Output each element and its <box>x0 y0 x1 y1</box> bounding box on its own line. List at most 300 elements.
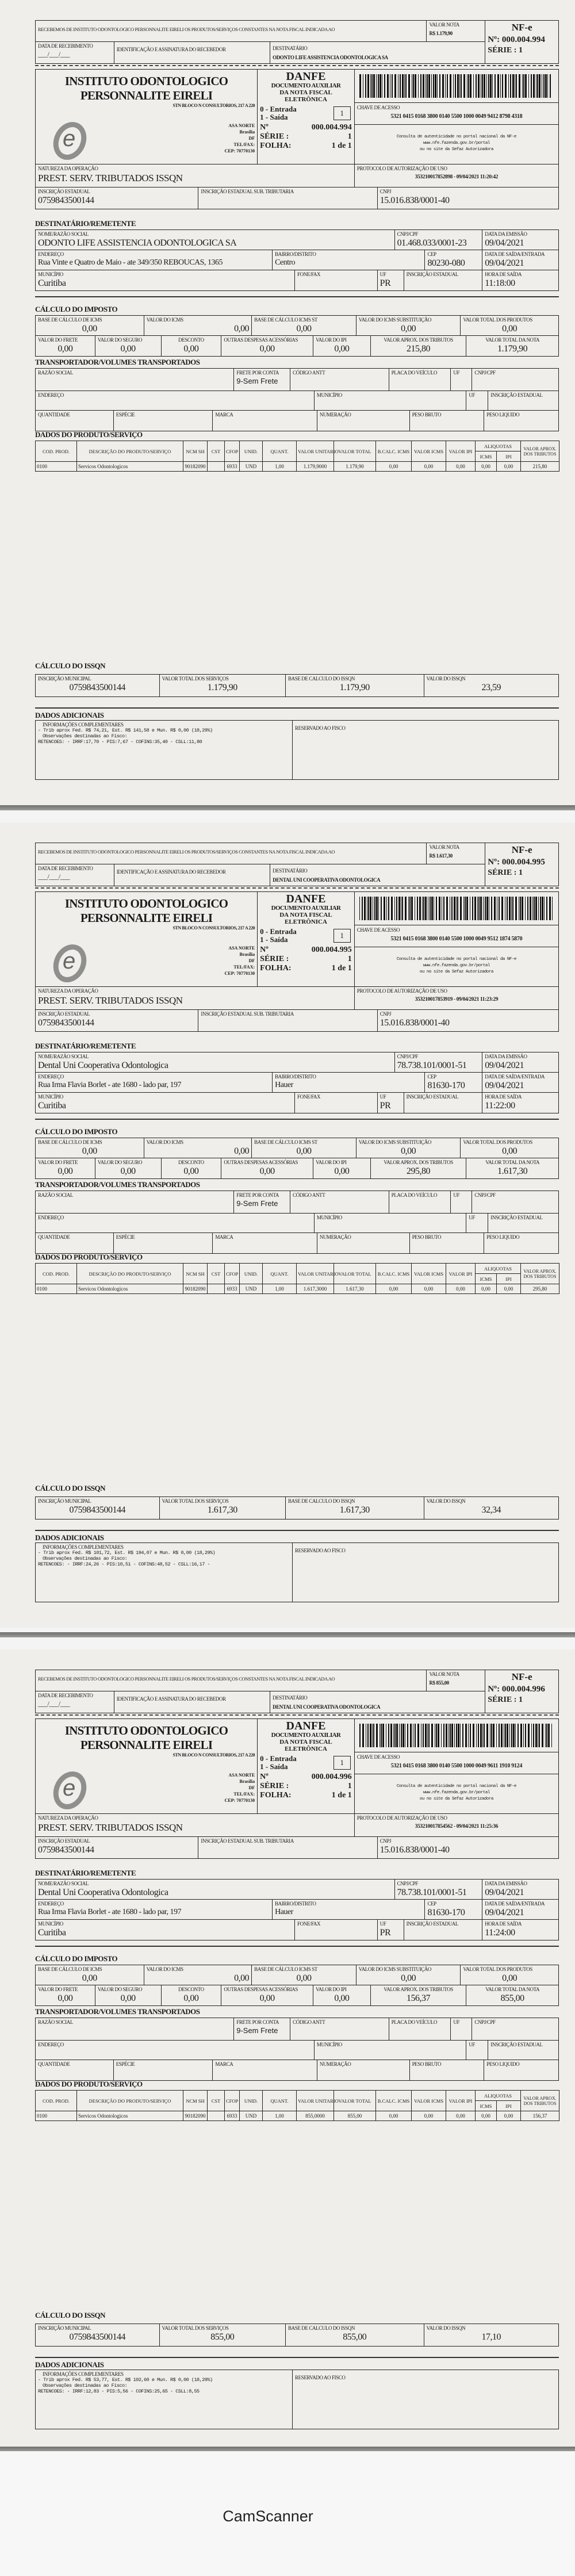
barcode-bar <box>396 1724 398 1747</box>
barcode-bar <box>445 74 446 98</box>
cell-valor-aprox: 215,80 <box>521 462 559 472</box>
info-line-2: Observações destinadas ao Fisco: <box>43 1556 128 1561</box>
numeracao-label: NUMERAÇÃO <box>319 412 351 418</box>
receipt-statement: RECEBEMOS DE INSTITUTO ODONTOLOGICO PERSONNALITE EIRELI OS PRODUTOS/SERVIÇOS CONSTANTES NA NOTA FISCAL INDICADA AO <box>38 849 335 855</box>
barcode-bar <box>441 1724 442 1747</box>
barcode-bar <box>516 74 517 98</box>
col-cfop: CFOP <box>225 1264 240 1284</box>
cnpj-value: 15.016.838/0001-40 <box>379 196 450 205</box>
barcode-bar <box>549 897 551 920</box>
endereco-label: ENDEREÇO <box>38 1901 64 1907</box>
ipi-label: VALOR DO IPI <box>315 1986 347 1992</box>
col-quant: QUANT. <box>263 441 297 462</box>
placa-label: PLACA DO VEÍCULO <box>391 2019 438 2025</box>
data-saida: 09/04/2021 <box>485 1081 524 1090</box>
col-descricao: DESCRIÇÃO DO PRODUTO/SERVIÇO <box>77 441 183 462</box>
invoice-page-1 <box>0 0 575 805</box>
dest-endereco: Rua Irma Flavia Borlet - ate 1680 - lado par, 197 <box>38 1908 182 1916</box>
bciss-value: 1.179,90 <box>339 683 370 692</box>
cell-valor-unitario: 1.179,9000 <box>297 462 334 472</box>
barcode-bar <box>446 1724 447 1747</box>
info-label: INFORMAÇÕES COMPLEMENTARES <box>43 722 124 728</box>
emitente-cep: CEP: 70770130 <box>224 971 255 976</box>
desconto-value: 0,00 <box>183 344 199 354</box>
total-nota-label: VALOR TOTAL DA NOTA <box>485 337 540 343</box>
valor-nota-value: R$ 1.179,90 <box>429 30 453 36</box>
divider <box>35 707 559 709</box>
stub-serie: 1 <box>518 868 523 877</box>
barcode-bar <box>460 1724 461 1747</box>
danfe-subtitle-2: DA NOTA FISCAL <box>279 89 332 96</box>
bciss-label: BASE DE CALCULO DO ISSQN <box>288 676 355 682</box>
v-icms-value: 0,00 <box>234 324 250 334</box>
im-value: 0759843500144 <box>69 683 126 692</box>
transportador-section-title: TRANSPORTADOR/VOLUMES TRANSPORTADOS <box>35 2007 200 2016</box>
data-recebimento-field[interactable]: ___/___/___ <box>38 872 70 881</box>
especie-label: ESPÉCIE <box>116 2061 135 2067</box>
uf-label: UF <box>379 271 386 277</box>
barcode-bar <box>542 1724 543 1747</box>
cnpjcpf-label: CNPJ/CPF <box>397 1054 418 1059</box>
divider <box>35 296 559 297</box>
danfe-folha: 1 de 1 <box>331 141 352 150</box>
transp-municipio-label: MUNICÍPIO <box>316 392 342 398</box>
emitente-endereco: STN BLOCO N CONSULTORIOS, 217 A 220 <box>172 103 255 108</box>
cnpjcpf-label: CNPJ/CPF <box>397 1881 418 1886</box>
ie-sub-label: INSCRIÇÃO ESTADUAL SUB. TRIBUTARIA <box>201 1011 294 1017</box>
emitente-cidade: Brasilia <box>239 1779 255 1784</box>
hora-label: HORA DE SAÍDA <box>485 271 522 277</box>
cell-valor-unitario: 1.617,3000 <box>297 1284 334 1294</box>
barcode-bar <box>362 897 363 920</box>
barcode-bar <box>456 897 457 920</box>
barcode-bar <box>409 897 411 920</box>
transp-ie-label: INSCRIÇÃO ESTADUAL <box>490 2042 543 2047</box>
adicionais-section-title: DADOS ADICIONAIS <box>35 1533 104 1542</box>
reservado-label: RESERVADO AO FISCO <box>295 2375 346 2380</box>
dest-bairro: Centro <box>275 258 296 267</box>
danfe-header <box>35 69 559 209</box>
emitente-endereco: STN BLOCO N CONSULTORIOS, 217 A 220 <box>172 1752 255 1758</box>
danfe-folha-label: FOLHA: <box>260 964 292 973</box>
transp-endereco-label: ENDEREÇO <box>38 2042 64 2047</box>
data-recebimento-field[interactable]: ___/___/___ <box>38 1700 70 1708</box>
barcode-bar <box>417 1724 419 1747</box>
transportador-section-title: TRANSPORTADOR/VOLUMES TRANSPORTADOS <box>35 1180 200 1189</box>
dest-uf: PR <box>379 1928 391 1938</box>
barcode-bar <box>368 897 369 920</box>
barcode-bar <box>446 897 448 920</box>
outras-label: OUTRAS DESPESAS ACESSÓRIAS <box>224 1159 298 1165</box>
danfe-subtitle-2: DA NOTA FISCAL <box>279 912 332 918</box>
stub-serie: 1 <box>518 1695 523 1704</box>
col-aliq-ipi: IPI <box>497 1274 521 1284</box>
danfe-title: DANFE <box>286 70 326 83</box>
viss-value: 23,59 <box>481 683 501 692</box>
frete-conta-value: 9-Sem Frete <box>236 377 278 385</box>
emitente-tel: TEL/FAX: <box>233 1792 255 1797</box>
numeracao-label: NUMERAÇÃO <box>319 2061 351 2067</box>
cell-descricao: Servicos Odontologicos <box>77 462 183 472</box>
receipt-stub <box>35 20 559 64</box>
dest-cep: 80230-080 <box>427 258 465 268</box>
cell-valor-total: 855,00 <box>334 2111 376 2121</box>
destinatario-value: DENTAL UNI COOPERATIVA ODONTOLOGICA <box>273 877 381 883</box>
barcode-bar <box>531 1724 532 1747</box>
barcode-bar <box>451 897 453 920</box>
destinatario-section-title: DESTINATÁRIO/REMETENTE <box>35 1042 136 1050</box>
consulta-url[interactable]: www.nfe.fazenda.gov.br/portal <box>423 1790 490 1795</box>
emitente-tel: TEL/FAX: <box>233 142 255 147</box>
frete-conta-label: FRETE POR CONTA <box>236 1192 279 1198</box>
barcode-bar <box>398 897 400 920</box>
cell-aliq-ipi: 0,00 <box>497 2111 521 2121</box>
ipi-value: 0,00 <box>334 1993 350 2003</box>
reservado-label: RESERVADO AO FISCO <box>295 725 346 731</box>
v-icms-value: 0,00 <box>234 1973 250 1983</box>
uf-label: UF <box>379 1094 386 1100</box>
dest-municipio: Curitiba <box>38 278 66 288</box>
barcode-bar <box>359 74 361 98</box>
barcode-bar <box>431 74 432 98</box>
barcode-bar <box>499 897 500 920</box>
cell-cfop: 6933 <box>225 1284 240 1294</box>
v-icms-value: 0,00 <box>234 1146 250 1156</box>
barcode-bar <box>525 74 527 98</box>
v-st-value: 0,00 <box>401 1973 416 1983</box>
emitente-tel: TEL/FAX: <box>233 964 255 970</box>
barcode-bar <box>402 1724 404 1747</box>
viss-label: VALOR DO ISSQN <box>426 2325 466 2331</box>
barcode-bar <box>528 74 529 98</box>
data-saida: 09/04/2021 <box>485 258 524 268</box>
serie-label: SÉRIE : <box>488 46 517 55</box>
danfe-subtitle-1: DOCUMENTO AUXILIAR <box>271 1732 341 1739</box>
consulta-line-1: Consulta de autenticidade no portal nacional da NF-e <box>396 135 516 139</box>
cep-label: CEP <box>427 251 436 257</box>
viss-label: VALOR DO ISSQN <box>426 1498 466 1504</box>
barcode-bar <box>433 74 434 98</box>
barcode-bar <box>402 74 404 98</box>
quantidade-label: QUANTIDADE <box>38 412 70 418</box>
barcode-bar <box>411 897 413 920</box>
desconto-value: 0,00 <box>183 1993 199 2003</box>
barcode-bar <box>381 897 382 920</box>
barcode-bar <box>408 74 410 98</box>
barcode-bar <box>402 897 403 920</box>
calculo-imposto-section <box>35 1965 559 2006</box>
nome-label: NOME/RAZÃO SOCIAL <box>38 1881 89 1886</box>
barcode-bar <box>379 74 381 98</box>
v-st-label: VALOR DO ICMS SUBSTITUIÇÃO <box>358 1139 431 1145</box>
bciss-value: 855,00 <box>343 2332 367 2342</box>
desconto-label: DESCONTO <box>178 1159 204 1165</box>
emitente-name-1: INSTITUTO ODONTOLOGICO <box>64 897 228 910</box>
barcode-bar <box>492 74 493 98</box>
cnpjcpf-label: CNPJ/CPF <box>397 231 418 237</box>
danfe-serie: 1 <box>347 1782 352 1790</box>
col-aliq-icms: ICMS <box>476 1274 497 1284</box>
tributos-value: 156,37 <box>407 1993 431 2003</box>
desconto-label: DESCONTO <box>178 1986 204 1992</box>
receipt-statement: RECEBEMOS DE INSTITUTO ODONTOLOGICO PERSONNALITE EIRELI OS PRODUTOS/SERVIÇOS CONSTANTES NA NOTA FISCAL INDICADA AO <box>38 26 335 32</box>
info-label: INFORMAÇÕES COMPLEMENTARES <box>43 1544 124 1550</box>
cell-valor-ipi: 0,00 <box>446 1284 476 1294</box>
municipio-label: MUNICÍPIO <box>38 271 63 277</box>
consulta-line-3: ou no site da Sefaz Autorizadora <box>419 1797 493 1801</box>
barcode-bar <box>394 1724 396 1747</box>
barcode-bar <box>545 1724 546 1747</box>
frete-value: 0,00 <box>57 1166 73 1176</box>
produto-section-title: DADOS DO PRODUTO/SERVIÇO <box>35 2080 143 2088</box>
col-aliq-ipi: IPI <box>497 451 521 462</box>
cell-bcalc: 0,00 <box>376 2111 412 2121</box>
stub-numero: 000.004.995 <box>501 858 545 867</box>
numeracao-label: NUMERAÇÃO <box>319 1234 351 1240</box>
dest-cnpj: 01.468.033/0001-23 <box>397 238 467 248</box>
barcode-bar <box>370 1724 371 1747</box>
barcode-bar <box>388 1724 389 1747</box>
emitente-endereco: STN BLOCO N CONSULTORIOS, 217 A 220 <box>172 925 255 931</box>
nome-label: NOME/RAZÃO SOCIAL <box>38 1054 89 1059</box>
cell-cfop: 6933 <box>225 2111 240 2121</box>
total-nota-label: VALOR TOTAL DA NOTA <box>485 1159 540 1165</box>
barcode-bar <box>482 74 483 98</box>
barcode-bar <box>376 1724 378 1747</box>
transportador-section <box>35 368 559 431</box>
destinatario-section <box>35 1052 559 1113</box>
stub-numero: 000.004.994 <box>501 35 545 44</box>
dest-endereco: Rua Irma Flavia Borlet - ate 1680 - lado par, 197 <box>38 1081 182 1089</box>
info-line-1: - Trib aprox Fed. R$ 101,72, Est. R$ 194,07 e Mun. R$ 0,00 (18,29%) <box>38 1550 216 1556</box>
identificacao-label: IDENTIFICAÇÃO E ASSINATURA DO RECEBEDOR <box>116 869 226 875</box>
barcode-bar <box>376 897 378 920</box>
valor-nota-label: VALOR NOTA <box>429 22 459 28</box>
nfe-logo-icon: e <box>48 1765 91 1811</box>
adicionais-section <box>35 1542 559 1602</box>
quantidade-label: QUANTIDADE <box>38 1234 70 1240</box>
seguro-value: 0,00 <box>120 1993 136 2003</box>
barcode-bar <box>461 74 462 98</box>
valor-nota-label: VALOR NOTA <box>429 844 459 850</box>
barcode-bar <box>376 74 377 98</box>
calculo-section-title: CÁLCULO DO IMPOSTO <box>35 1127 118 1136</box>
destinatario-label: DESTINATÁRIO <box>273 45 308 51</box>
emitente-uf: DF <box>248 958 255 963</box>
col-bcalc-icms: B.CALC. ICMS <box>376 441 412 462</box>
consulta-url[interactable]: www.nfe.fazenda.gov.br/portal <box>423 963 490 968</box>
peso-liquido-label: PESO LIQUIDO <box>486 412 520 418</box>
col-cst: CST <box>208 1264 225 1284</box>
serie-label: SÉRIE : <box>488 868 517 877</box>
vserv-label: VALOR TOTAL DOS SERVIÇOS <box>162 1498 229 1504</box>
tributos-label: VALOR APROX. DOS TRIBUTOS <box>384 1986 453 1992</box>
destinatario-label: DESTINATÁRIO <box>273 868 308 874</box>
protocolo-value: 353210017854562 - 09/04/2021 11:25:36 <box>415 1824 499 1829</box>
barcode-bar <box>450 1724 451 1747</box>
dest-municipio: Curitiba <box>38 1101 66 1111</box>
barcode-bar <box>510 74 511 98</box>
stub-serie: 1 <box>518 46 523 55</box>
page-edge <box>0 805 575 810</box>
data-recebimento-field[interactable]: ___/___/___ <box>38 50 70 58</box>
produto-section-title: DADOS DO PRODUTO/SERVIÇO <box>35 430 143 439</box>
outras-label: OUTRAS DESPESAS ACESSÓRIAS <box>224 337 298 343</box>
barcode-bar <box>466 897 468 920</box>
cnpj-label: CNPJ <box>379 1011 392 1017</box>
protocolo-value: 353210017852898 - 09/04/2021 11:20:42 <box>415 174 499 180</box>
col-descricao: DESCRIÇÃO DO PRODUTO/SERVIÇO <box>77 2091 183 2111</box>
cnpj-label: CNPJ <box>379 1838 392 1844</box>
barcode-bar <box>551 1724 552 1747</box>
desconto-label: DESCONTO <box>178 337 204 343</box>
ie-value: 0759843500144 <box>38 1018 94 1028</box>
barcode-bar <box>399 1724 400 1747</box>
barcode-bar <box>486 897 488 920</box>
cell-unid: UND <box>240 1284 263 1294</box>
barcode-bar <box>417 897 418 920</box>
especie-label: ESPÉCIE <box>116 412 135 418</box>
bciss-value: 1.617,30 <box>339 1505 370 1515</box>
barcode-bar <box>365 74 366 98</box>
v-icms-label: VALOR DO ICMS <box>146 317 183 323</box>
reservado-label: RESERVADO AO FISCO <box>295 1548 346 1553</box>
barcode-bar <box>483 897 484 920</box>
col-valor-ipi: VALOR IPI <box>446 2091 476 2111</box>
issqn-section-title: CÁLCULO DO ISSQN <box>35 661 106 670</box>
consulta-line-1: Consulta de autenticidade no portal nacional da NF-e <box>396 957 516 962</box>
data-saida: 09/04/2021 <box>485 1908 524 1917</box>
consulta-url[interactable]: www.nfe.fazenda.gov.br/portal <box>423 141 490 146</box>
barcode-bar <box>502 74 503 98</box>
barcode-bar <box>413 74 414 98</box>
frete-value: 0,00 <box>57 344 73 354</box>
adicionais-section <box>35 720 559 780</box>
barcode-bar <box>511 897 512 920</box>
barcode-bar <box>463 897 464 920</box>
barcode-bar <box>478 74 480 98</box>
hora-label: HORA DE SAÍDA <box>485 1921 522 1927</box>
barcode-bar <box>533 74 535 98</box>
dest-ie-label: INSCRIÇÃO ESTADUAL <box>406 1921 458 1927</box>
danfe-folha-label: FOLHA: <box>260 141 292 150</box>
barcode-bar <box>484 74 485 98</box>
danfe-serie-label: SÉRIE : <box>260 955 289 963</box>
protocolo-label: PROTOCOLO DE AUTORIZAÇÃO DE USO <box>356 1815 447 1821</box>
cell-valor-icms: 0,00 <box>412 462 446 472</box>
barcode-bar <box>458 1724 459 1747</box>
issqn-section-title: CÁLCULO DO ISSQN <box>35 2311 106 2319</box>
cell-bcalc: 0,00 <box>376 1284 412 1294</box>
barcode-bar <box>530 897 531 920</box>
col-cst: CST <box>208 441 225 462</box>
barcode-bar <box>519 74 520 98</box>
barcode-bar <box>457 74 459 98</box>
ipi-label: VALOR DO IPI <box>315 337 347 343</box>
emissao-label: DATA DA EMISSÃO <box>485 1881 527 1886</box>
barcode-bar <box>538 897 539 920</box>
v-prod-value: 0,00 <box>502 324 518 334</box>
barcode-bar <box>470 1724 471 1747</box>
barcode-bar <box>425 74 426 98</box>
natureza-label: NATUREZA DA OPERAÇÃO <box>38 166 98 171</box>
barcode-bar <box>462 1724 463 1747</box>
cell-quant: 1,00 <box>263 1284 297 1294</box>
razao-label: RAZÃO SOCIAL <box>38 1192 73 1198</box>
barcode-bar <box>523 1724 524 1747</box>
barcode-bar <box>427 1724 428 1747</box>
barcode-bar <box>401 1724 402 1747</box>
barcode-bar <box>484 1724 485 1747</box>
col-valor-icms: VALOR ICMS <box>412 1264 446 1284</box>
table-row <box>36 2111 559 2121</box>
ie-value: 0759843500144 <box>38 196 94 205</box>
total-nota-label: VALOR TOTAL DA NOTA <box>485 1986 540 1992</box>
cnpj-value: 15.016.838/0001-40 <box>379 1018 450 1028</box>
danfe-folha-label: FOLHA: <box>260 1791 292 1800</box>
bc-st-label: BASE DE CÁLCULO ICMS ST <box>254 317 317 323</box>
barcode-bar <box>418 74 419 98</box>
barcode-bar <box>476 74 477 98</box>
peso-bruto-label: PESO BRUTO <box>412 2061 442 2067</box>
barcode-bar <box>367 1724 369 1747</box>
emissao-label: DATA DA EMISSÃO <box>485 231 527 237</box>
nfe-label: NF-e <box>511 844 532 855</box>
barcode-bar <box>545 74 547 98</box>
barcode-bar <box>463 74 465 98</box>
produto-table <box>35 441 559 472</box>
bc-st-label: BASE DE CÁLCULO ICMS ST <box>254 1966 317 1972</box>
emitente-uf: DF <box>248 136 255 141</box>
barcode-bar <box>379 1724 380 1747</box>
barcode-bar <box>431 897 433 920</box>
cell-quant: 1,00 <box>263 462 297 472</box>
page-edge <box>0 2447 575 2451</box>
seguro-value: 0,00 <box>120 1166 136 1176</box>
barcode-bar <box>443 1724 444 1747</box>
danfe-numero: 000.004.996 <box>311 1773 352 1781</box>
transp-cnpj-label: CNPJ/CPF <box>474 2019 496 2025</box>
barcode-bar <box>394 897 395 920</box>
danfe-numero-label: Nº <box>260 123 269 132</box>
barcode-bar <box>501 1724 503 1747</box>
page-edge <box>0 1632 575 1637</box>
peso-liquido-label: PESO LIQUIDO <box>486 2061 520 2067</box>
cell-aliq-icms: 0,00 <box>476 462 497 472</box>
outras-label: OUTRAS DESPESAS ACESSÓRIAS <box>224 1986 298 1992</box>
valor-nota-value: R$ 855,00 <box>429 1680 449 1686</box>
v-prod-label: VALOR TOTAL DOS PRODUTOS <box>463 317 532 323</box>
cell-valor-icms: 0,00 <box>412 1284 446 1294</box>
barcode-bar <box>509 1724 510 1747</box>
bc-icms-label: BASE DE CÁLCULO DE ICMS <box>38 1139 102 1145</box>
barcode-bar <box>473 1724 474 1747</box>
info-line-3: RETENCOES: - IRRF:24,26 - PIS:10,51 - COFINS:48,52 - CSLL:16,17 - <box>38 1561 210 1567</box>
dest-bairro: Hauer <box>275 1081 293 1089</box>
col-aliquotas: ALIQUOTAS <box>476 441 521 451</box>
barcode-bar <box>370 74 371 98</box>
emitente-bairro: ASA NORTE <box>228 123 255 128</box>
bciss-label: BASE DE CALCULO DO ISSQN <box>288 1498 355 1504</box>
barcode-bar <box>509 897 511 920</box>
cnpj-label: CNPJ <box>379 189 392 194</box>
cnpj-value: 15.016.838/0001-40 <box>379 1845 450 1855</box>
transp-uf-label: UF <box>453 1192 460 1198</box>
cell-unid: UND <box>240 2111 263 2121</box>
col-valor-total: VALOR TOTAL <box>334 2091 376 2111</box>
barcode-bar <box>454 1724 455 1747</box>
natureza-label: NATUREZA DA OPERAÇÃO <box>38 988 98 994</box>
